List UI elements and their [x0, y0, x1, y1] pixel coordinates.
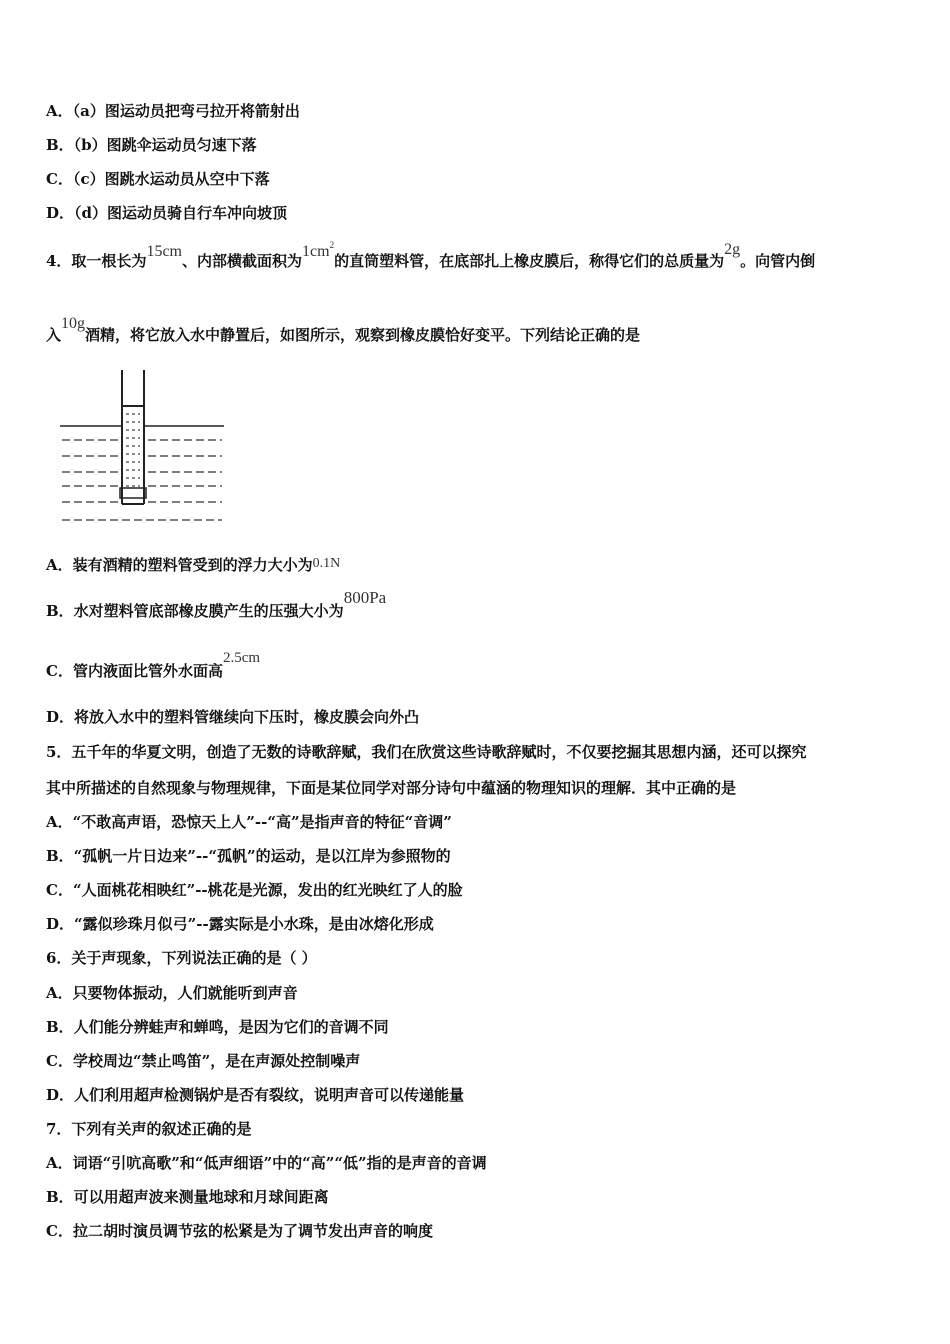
- q4-text: 酒精，将它放入水中静置后，如图所示，观察到橡皮膜恰好变平。下列结论正确的是: [85, 326, 641, 344]
- q4-area-value: $1cm^2$: [302, 240, 335, 260]
- q4-option-b-text: B．水对塑料管底部橡皮膜产生的压强大小为: [46, 602, 344, 620]
- q6-option-a: A．只要物体振动，人们就能听到声音: [46, 984, 298, 1002]
- q3-option-b: B．（b）图跳伞运动员匀速下落: [46, 136, 257, 154]
- q4-text: 4．取一根长为: [46, 252, 147, 270]
- tube-diagram: [58, 368, 228, 534]
- q6-option-c: C．学校周边“禁止鸣笛”，是在声源处控制噪声: [46, 1052, 361, 1070]
- q4-alcohol-mass: 10g: [61, 315, 86, 332]
- q3-option-d: D．（d）图运动员骑自行车冲向坡顶: [46, 204, 287, 222]
- q6-option-b: B．人们能分辨蛙声和蝉鸣，是因为它们的音调不同: [46, 1018, 389, 1036]
- q7-option-a: A．词语“引吭高歌”和“低声细语”中的“高”“低”指的是声音的音调: [46, 1154, 487, 1172]
- q4-text: 入: [46, 326, 62, 344]
- q4-option-c: [46, 650, 910, 683]
- q4-option-d: D．将放入水中的塑料管继续向下压时，橡皮膜会向外凸: [46, 708, 420, 726]
- q5-option-d: D．“露似珍珠月似弓”--露实际是小水珠，是由冰熔化形成: [46, 915, 434, 933]
- q4-text: 、内部横截面积为: [182, 252, 303, 270]
- q5-option-a: A．“不敢高声语，恐惊天上人”--“高”是指声音的特征“音调”: [46, 813, 452, 831]
- q4-mass-value: 2g: [724, 241, 741, 258]
- q4-option-c-value: 2.5cm: [222, 650, 261, 666]
- q4-stem-line1: [46, 240, 910, 274]
- q7-stem: 7．下列有关声的叙述正确的是: [46, 1120, 252, 1138]
- q5-stem-line2: 其中所描述的自然现象与物理规律，下面是某位同学对部分诗句中蕴涵的物理知识的理解．其中正确的是: [46, 779, 737, 797]
- q4-option-c-text: C．管内液面比管外水面高: [46, 662, 223, 680]
- q4-stem-line2: [46, 315, 910, 347]
- q3-option-c: C．（c）图跳水运动员从空中下落: [46, 170, 270, 188]
- q5-option-c: C．“人面桃花相映红”--桃花是光源，发出的红光映红了人的脸: [46, 881, 463, 899]
- q7-option-b: B．可以用超声波来测量地球和月球间距离: [46, 1188, 329, 1206]
- q4-text: 的直筒塑料管，在底部扎上橡皮膜后，称得它们的总质量为: [334, 252, 725, 270]
- q3-option-a: A．（a）图运动员把弯弓拉开将箭射出: [46, 102, 300, 120]
- q4-option-a-value: 0.1N: [312, 556, 341, 571]
- tube-in-water-figure: [58, 368, 228, 538]
- q5-option-b: B．“孤帆一片日边来”--“孤帆”的运动，是以江岸为参照物的: [46, 847, 451, 865]
- q4-length-value: 15cm: [146, 243, 182, 260]
- q4-text: 。向管内倒: [740, 252, 816, 270]
- q6-option-d: D．人们利用超声检测锅炉是否有裂纹，说明声音可以传递能量: [46, 1086, 465, 1104]
- q4-option-a-text: A．装有酒精的塑料管受到的浮力大小为: [46, 556, 313, 574]
- q6-stem: 6．关于声现象，下列说法正确的是（ ）: [46, 949, 317, 967]
- q7-option-c: C．拉二胡时演员调节弦的松紧是为了调节发出声音的响度: [46, 1222, 433, 1240]
- q4-option-b-value: 800Pa: [343, 588, 387, 607]
- q5-stem-line1: 5．五千年的华夏文明，创造了无数的诗歌辞赋，我们在欣赏这些诗歌辞赋时，不仅要挖掘其思想内涵，还可以探究: [46, 743, 807, 761]
- q4-option-a: [46, 554, 910, 578]
- q4-option-b: [46, 588, 910, 622]
